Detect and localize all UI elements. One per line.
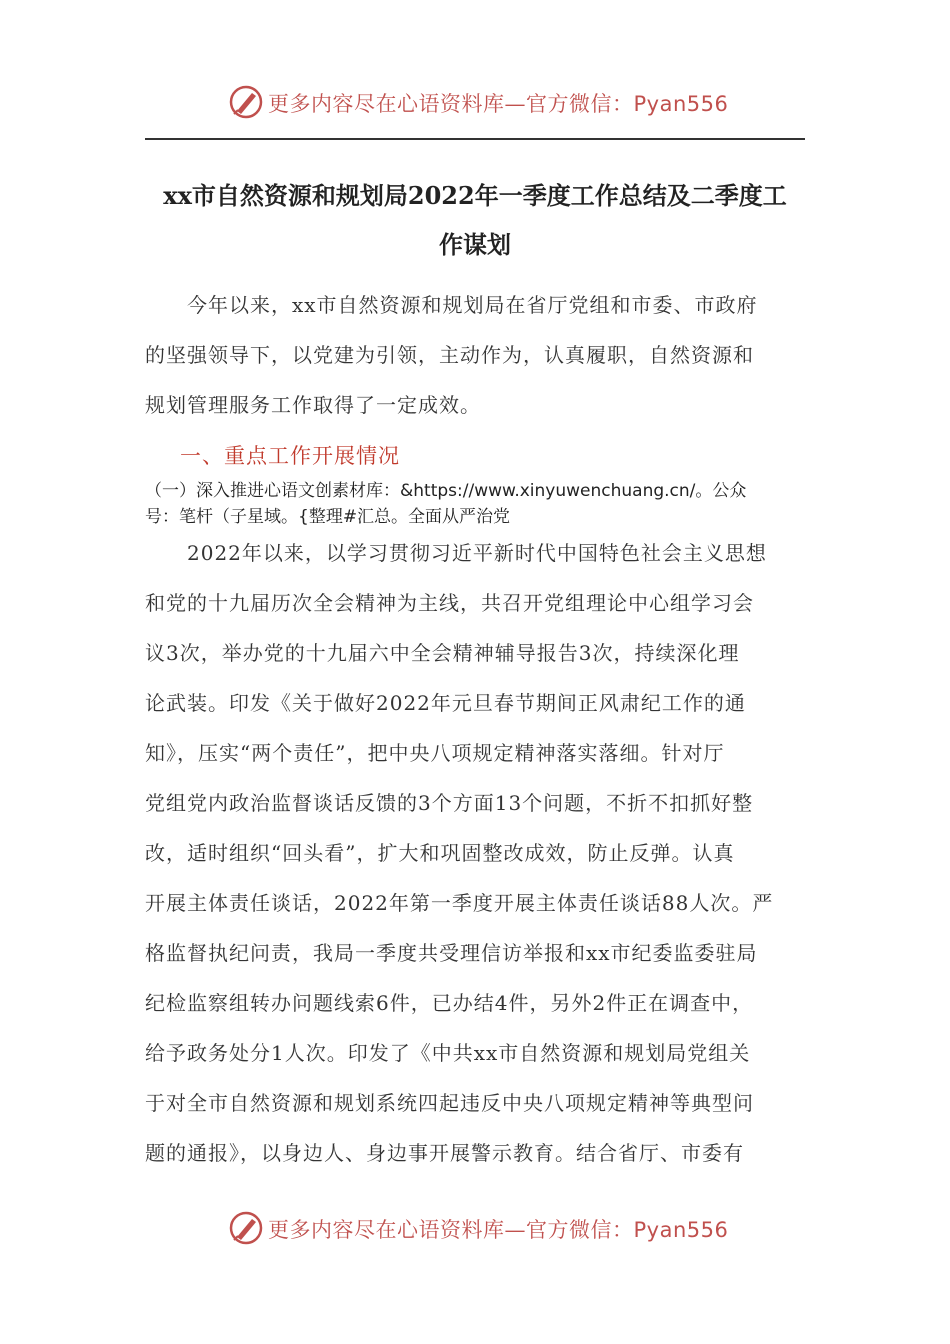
- header-rule: [145, 138, 805, 140]
- text-line: 于对全市自然资源和规划系统四起违反中央八项规定精神等典型问: [145, 1091, 754, 1115]
- text-line: 今年以来，xx市自然资源和规划局在省厅党组和市委、市政府: [145, 293, 758, 317]
- text-line: （一）深入推进心语文创素材库：&https://www.xinyuwenchuang.cn/。公众: [145, 481, 747, 501]
- pen-logo-icon: [228, 1210, 264, 1246]
- text-line: 给予政务处分1人次。印发了《中共xx市自然资源和规划局党组关: [145, 1041, 751, 1065]
- section-heading: 一、重点工作开展情况: [180, 444, 400, 468]
- text-line: 规划管理服务工作取得了一定成效。: [145, 393, 481, 417]
- document-title-line-1: xx市自然资源和规划局2022年一季度工作总结及二季度工: [163, 181, 787, 210]
- text-line: 党组党内政治监督谈话反馈的3个方面13个问题，不折不扣抓好整: [145, 791, 754, 815]
- pen-logo-icon: [228, 84, 264, 120]
- text-line: 纪检监察组转办问题线索6件，已办结4件，另外2件正在调查中，: [145, 991, 754, 1015]
- text-line: 知》，压实“两个责任”，把中央八项规定精神落实落细。针对厅: [145, 741, 725, 765]
- banner-account: Pyan556: [633, 1218, 729, 1242]
- header-banner: [0, 84, 950, 124]
- text-line: 议3次，举办党的十九届六中全会精神辅导报告3次，持续深化理: [145, 641, 740, 665]
- document-title-line-2: 作谋划: [439, 230, 511, 259]
- text-line: 2022年以来，以学习贯彻习近平新时代中国特色社会主义思想: [145, 541, 767, 565]
- text-line: 开展主体责任谈话，2022年第一季度开展主体责任谈话88人次。严: [145, 891, 774, 915]
- text-line: 题的通报》，以身边人、身边事开展警示教育。结合省厅、市委有: [145, 1141, 744, 1165]
- text-line: 的坚强领导下，以党建为引领，主动作为，认真履职，自然资源和: [145, 343, 754, 367]
- text-line: 和党的十九届历次全会精神为主线，共召开党组理论中心组学习会: [145, 591, 754, 615]
- banner-text: [268, 88, 728, 118]
- banner-label: 更多内容尽在心语资料库—官方微信：: [268, 1218, 634, 1242]
- intro-paragraph: [145, 280, 815, 430]
- banner-account: Pyan556: [633, 92, 729, 116]
- subheading: [145, 478, 815, 530]
- footer-banner: [0, 1210, 950, 1250]
- banner-text: [268, 1214, 728, 1244]
- text-line: 号：笔杆（子星域。{整理#汇总。全面从严治党: [145, 507, 511, 527]
- banner-label: 更多内容尽在心语资料库—官方微信：: [268, 92, 634, 116]
- text-line: 改，适时组织“回头看”，扩大和巩固整改成效，防止反弹。认真: [145, 841, 735, 865]
- text-line: 论武装。印发《关于做好2022年元旦春节期间正风肃纪工作的通: [145, 691, 746, 715]
- body-paragraph: [145, 528, 815, 1178]
- text-line: 格监督执纪问责，我局一季度共受理信访举报和xx市纪委监委驻局: [145, 941, 758, 965]
